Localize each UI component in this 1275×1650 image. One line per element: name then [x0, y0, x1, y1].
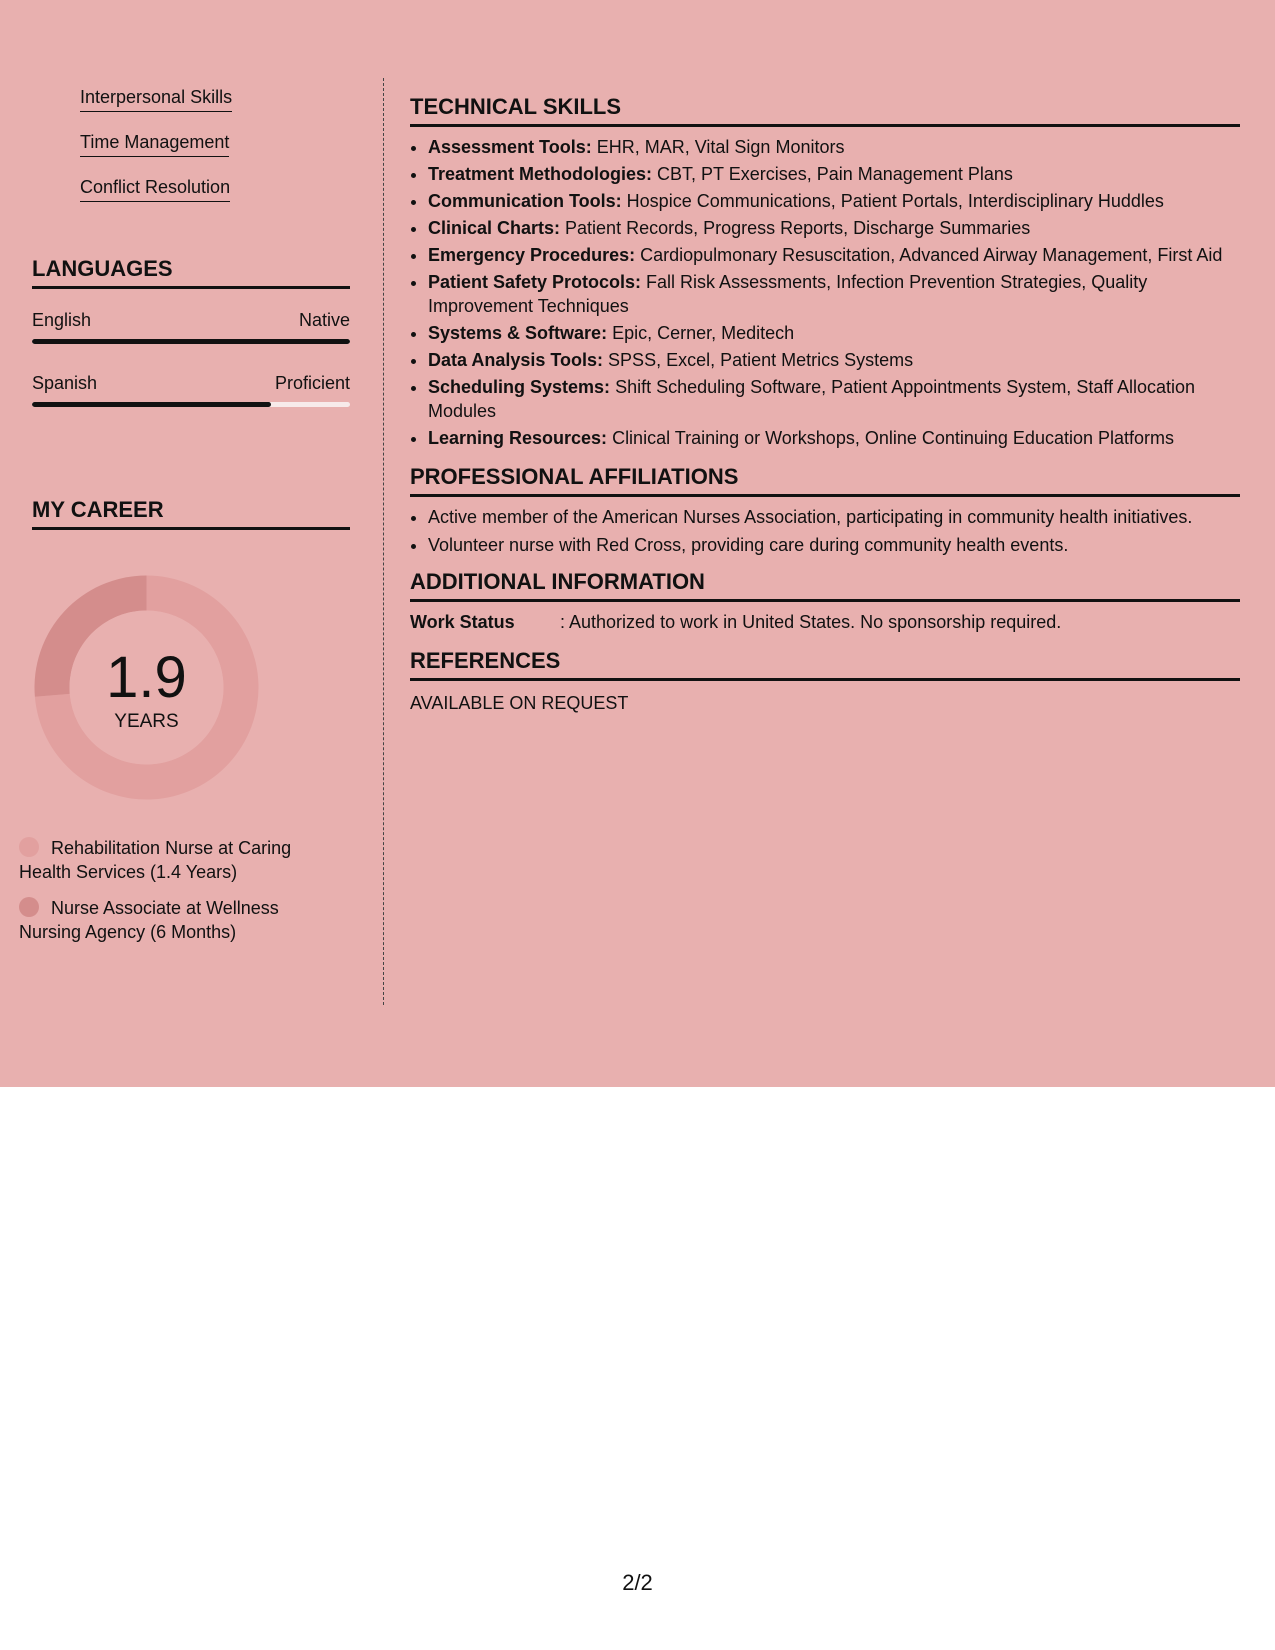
- technical-skill-text: Cardiopulmonary Resuscitation, Advanced Airway Management, First Aid: [635, 245, 1223, 265]
- technical-skill-item: [428, 162, 1240, 186]
- language-level: Native: [298, 310, 350, 330]
- work-status-row: [410, 610, 1240, 634]
- technical-skill-item: [428, 216, 1240, 240]
- career-total-value: 1.9: [106, 645, 187, 710]
- technical-skill-item: [428, 189, 1240, 213]
- affiliations-title: PROFESSIONAL AFFILIATIONS: [410, 464, 1240, 497]
- language-bar-fill: [32, 402, 271, 407]
- career-item-label: Nurse Associate at Wellness Nursing Agency (6 Months): [19, 898, 279, 942]
- language-bar: [32, 402, 350, 407]
- career-legend-item: [19, 836, 299, 884]
- legend-dot-icon: [19, 897, 39, 917]
- technical-skills-list: [410, 135, 1240, 450]
- legend-dot-icon: [19, 837, 39, 857]
- soft-skill-item: Interpersonal Skills: [80, 86, 232, 112]
- technical-skill-item: [428, 426, 1240, 450]
- affiliation-item: • Active member of the American Nurses Association, participating in community health initiatives.: [428, 505, 1240, 529]
- career-section: [32, 497, 350, 530]
- career-legend-item: [19, 896, 299, 944]
- technical-skill-item: [428, 135, 1240, 159]
- language-bar: [32, 339, 350, 344]
- language-bar-fill: [32, 339, 350, 344]
- technical-skill-label: Systems & Software:: [428, 323, 608, 343]
- technical-skill-text: Patient Records, Progress Reports, Discharge Summaries: [560, 218, 1031, 238]
- technical-skill-item: [428, 321, 1240, 345]
- language-name: English: [32, 310, 92, 330]
- soft-skills-list: [80, 86, 280, 221]
- technical-skill-text: EHR, MAR, Vital Sign Monitors: [591, 137, 845, 157]
- technical-skill-label: Patient Safety Protocols:: [428, 272, 642, 292]
- technical-skill-label: Learning Resources:: [428, 428, 608, 448]
- technical-skill-text: Shift Scheduling Software, Patient Appointments System, Staff Allocation Modules: [428, 377, 1196, 421]
- career-total-unit: YEARS: [114, 711, 179, 732]
- career-item-label: Rehabilitation Nurse at Caring Health Services (1.4 Years): [19, 838, 292, 882]
- column-divider: [383, 78, 384, 1005]
- language-row: [32, 309, 350, 344]
- language-name: Spanish: [32, 373, 98, 393]
- additional-info-title: ADDITIONAL INFORMATION: [410, 569, 1240, 602]
- page-number: 2/2: [622, 1570, 653, 1595]
- technical-skill-label: Assessment Tools:: [428, 137, 592, 157]
- affiliations-list: [410, 505, 1240, 557]
- work-status-value: : Authorized to work in United States. No sponsorship required.: [560, 612, 1062, 632]
- language-row: [32, 372, 350, 407]
- career-legend: [19, 836, 299, 956]
- technical-skill-text: Clinical Training or Workshops, Online Continuing Education Platforms: [607, 428, 1175, 448]
- soft-skill-item: Time Management: [80, 131, 229, 157]
- language-level: Proficient: [274, 373, 350, 393]
- technical-skill-label: Treatment Methodologies:: [428, 164, 653, 184]
- work-status-label: Work Status: [410, 612, 515, 632]
- references-text: AVAILABLE ON REQUEST: [410, 693, 629, 713]
- career-title: MY CAREER: [32, 497, 350, 530]
- technical-skill-text: SPSS, Excel, Patient Metrics Systems: [603, 350, 914, 370]
- technical-skill-item: [428, 348, 1240, 372]
- technical-skill-label: Data Analysis Tools:: [428, 350, 604, 370]
- technical-skills-title: TECHNICAL SKILLS: [410, 94, 1240, 127]
- technical-skill-text: Hospice Communications, Patient Portals, Interdisciplinary Huddles: [621, 191, 1164, 211]
- main-column: [410, 94, 1240, 715]
- languages-title: LANGUAGES: [32, 256, 350, 289]
- technical-skill-item: [428, 243, 1240, 267]
- technical-skill-text: Epic, Cerner, Meditech: [607, 323, 795, 343]
- technical-skill-item: [428, 270, 1240, 318]
- career-donut-chart: [34, 575, 259, 800]
- technical-skill-label: Scheduling Systems:: [428, 377, 611, 397]
- references-title: REFERENCES: [410, 648, 1240, 681]
- technical-skill-text: CBT, PT Exercises, Pain Management Plans: [652, 164, 1013, 184]
- languages-section: [32, 256, 350, 407]
- affiliation-item: • Volunteer nurse with Red Cross, providing care during community health events.: [428, 533, 1240, 557]
- technical-skill-label: Clinical Charts:: [428, 218, 561, 238]
- technical-skill-label: Emergency Procedures:: [428, 245, 636, 265]
- technical-skill-item: [428, 375, 1240, 423]
- technical-skill-label: Communication Tools:: [428, 191, 622, 211]
- technical-skill-text: Fall Risk Assessments, Infection Prevention Strategies, Quality Improvement Techniques: [428, 272, 1148, 316]
- soft-skill-item: Conflict Resolution: [80, 176, 230, 202]
